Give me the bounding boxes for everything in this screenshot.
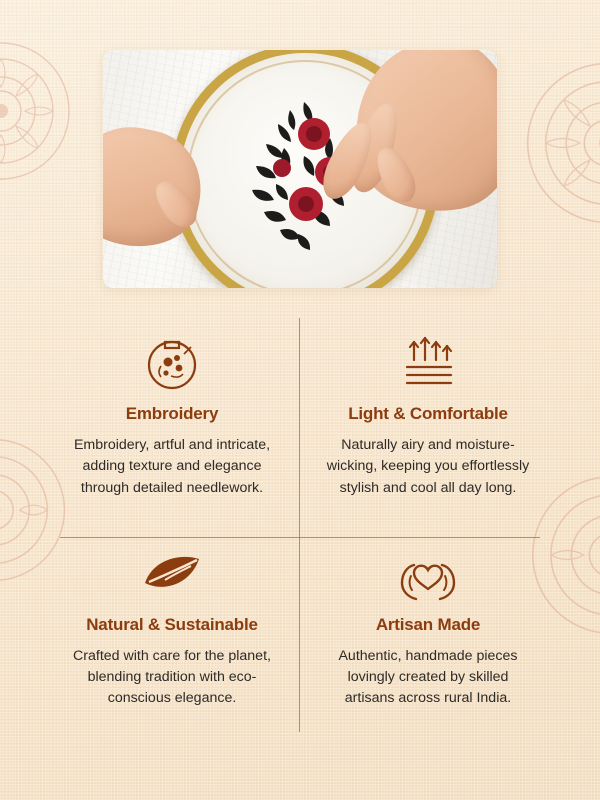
feature-title: Natural & Sustainable [86, 614, 258, 634]
breathable-airflow-icon [324, 332, 532, 394]
mandala-ornament-icon [522, 58, 600, 228]
embroidery-hoop-icon [68, 332, 276, 394]
feature-description: Embroidery, artful and intricate, adding texture and elegance through detailed needlework. [73, 437, 271, 496]
feature-description: Authentic, handmade pieces lovingly created by skilled artisans across rural India. [338, 647, 518, 707]
feature-description: Naturally airy and moisture-wicking, keeping you effortlessly stylish and cool all day long. [326, 437, 530, 496]
feature-natural-sustainable [60, 521, 300, 732]
feature-title: Artisan Made [375, 614, 481, 634]
feature-title: Light & Comfortable [348, 404, 508, 423]
feature-grid [60, 318, 540, 732]
feature-description: Crafted with care for the planet, blending tradition with eco-conscious elegance. [73, 647, 271, 707]
hero-image [103, 50, 497, 288]
mandala-ornament-icon [0, 36, 76, 186]
feature-artisan-made [300, 521, 540, 732]
feature-embroidery [60, 318, 300, 521]
feature-title: Embroidery [125, 404, 219, 423]
feature-light-comfortable [300, 318, 540, 521]
leaf-icon [68, 543, 276, 605]
hands-heart-icon [324, 543, 532, 605]
